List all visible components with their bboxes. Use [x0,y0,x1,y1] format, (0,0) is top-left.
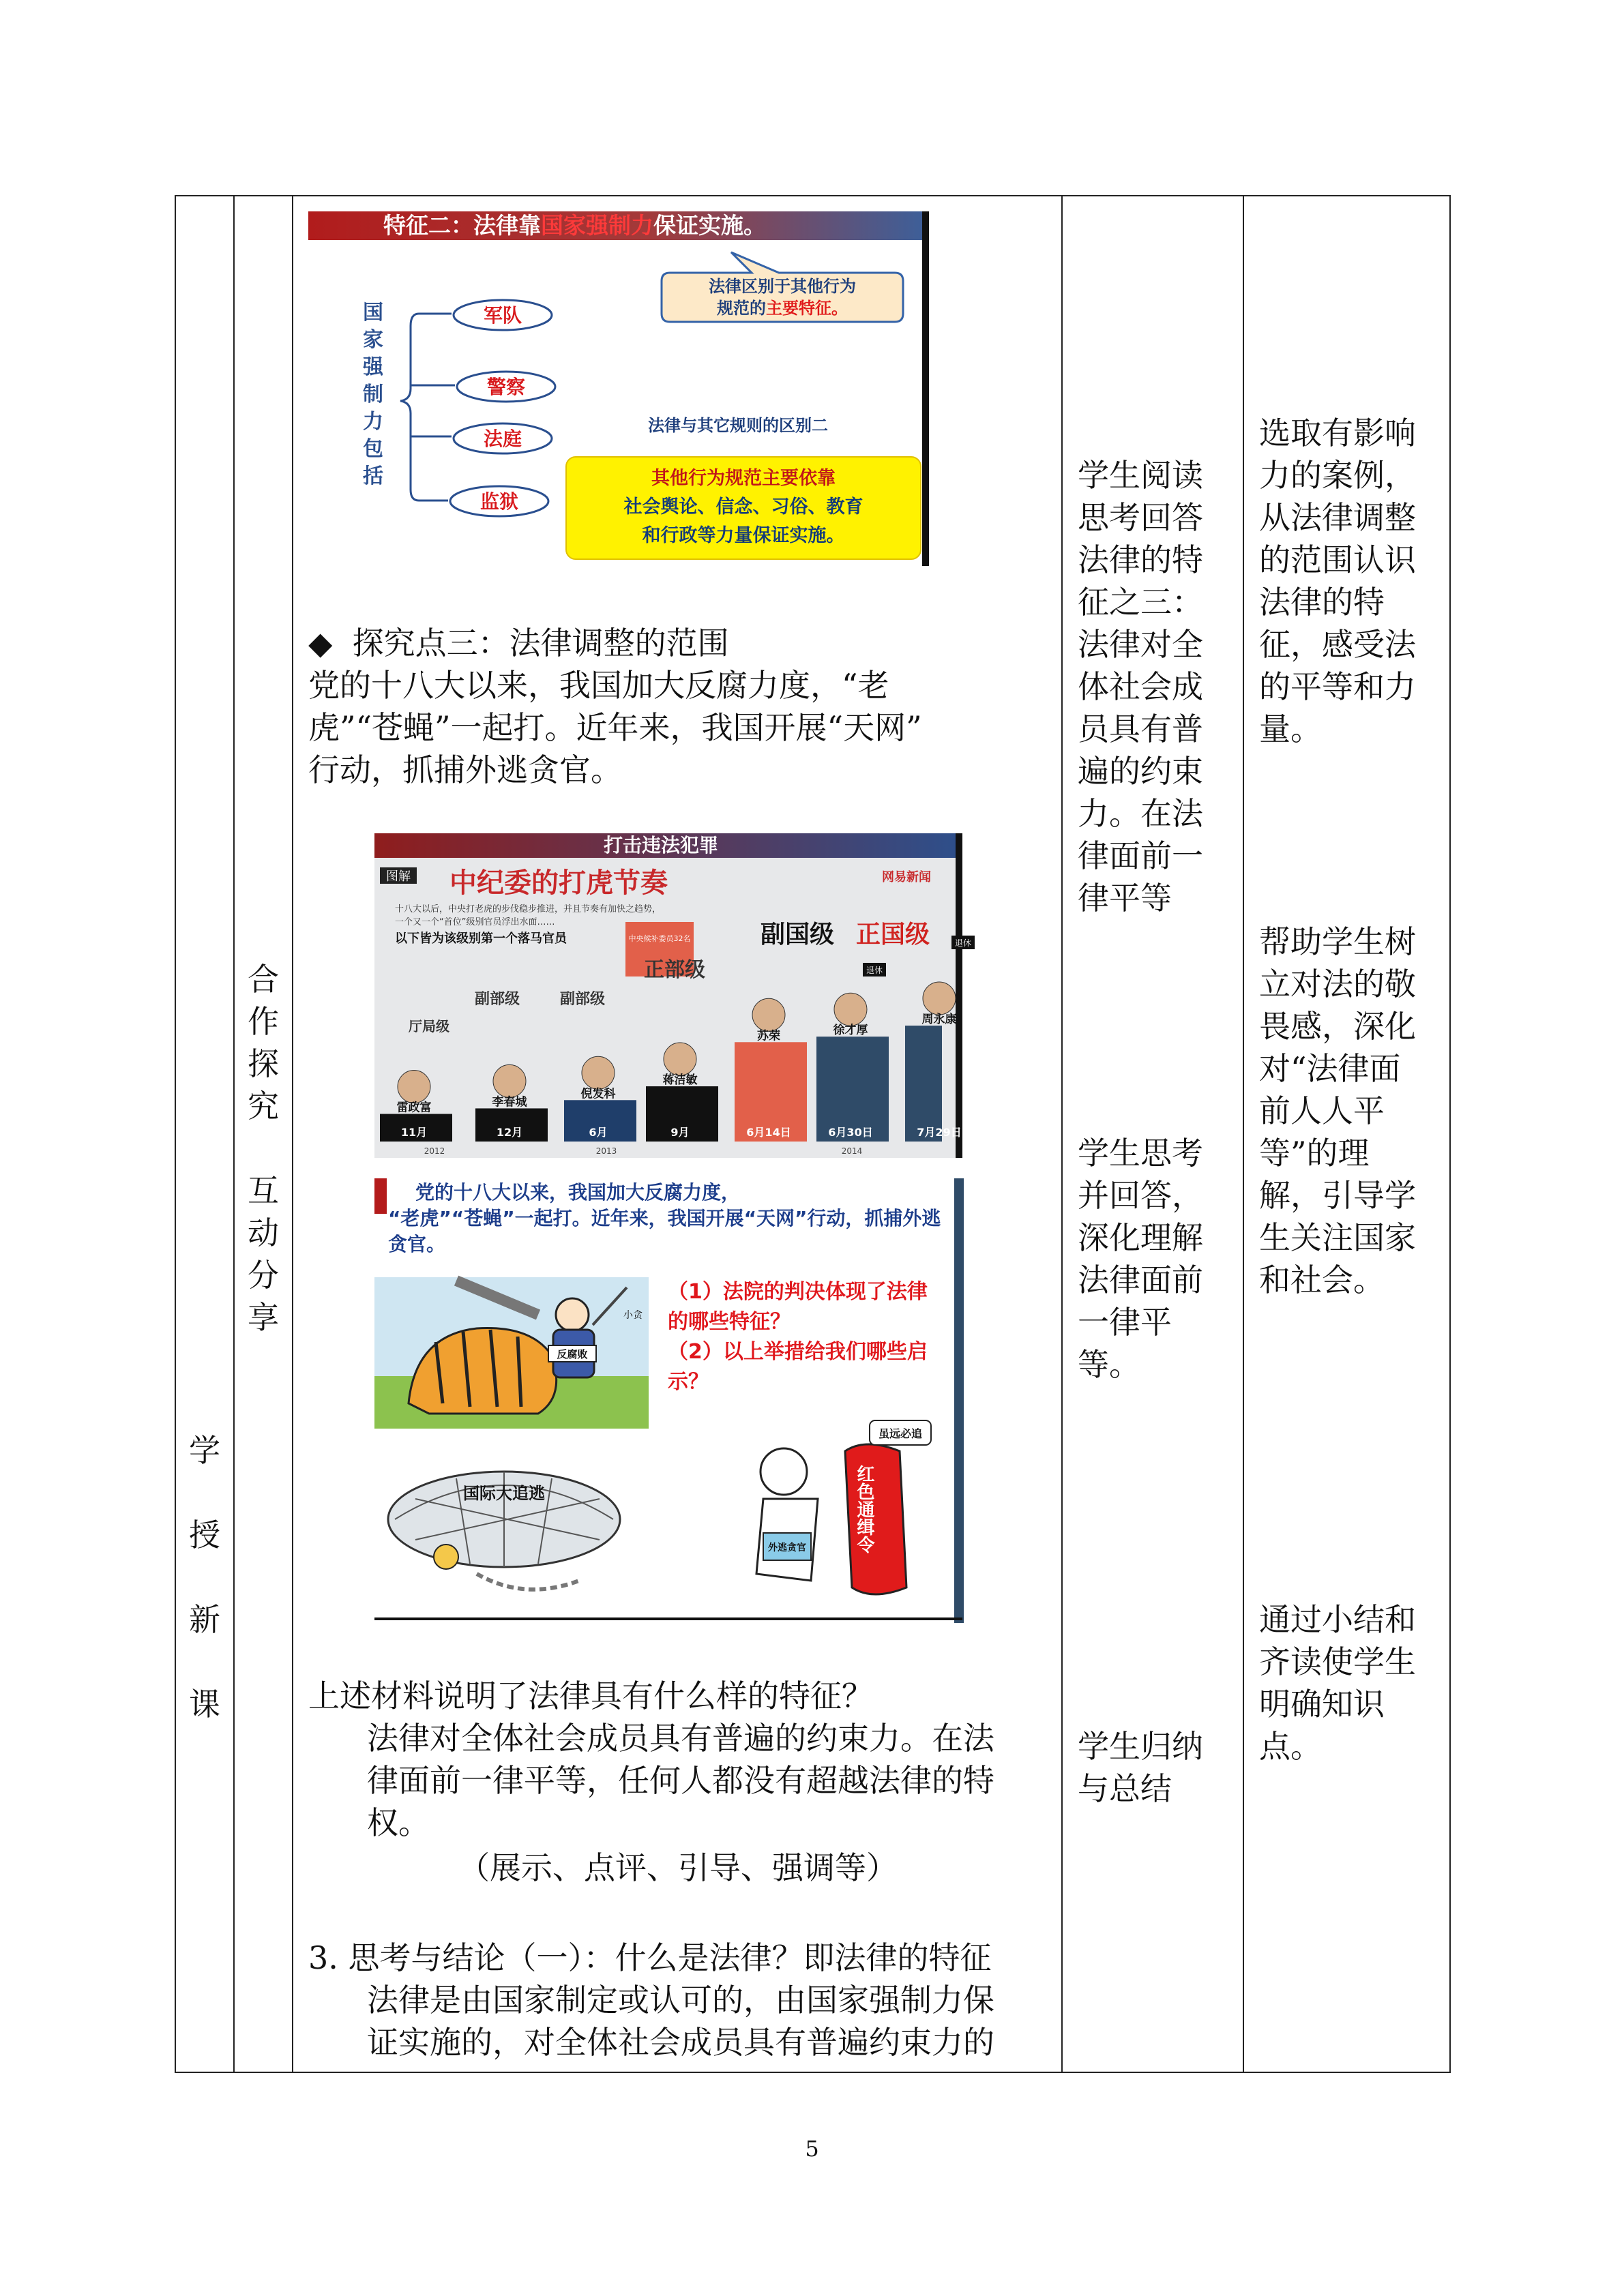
intent-block-1-line-5: 征，感受法 [1259,626,1416,663]
chart-badge: 中央候补委员32名 [628,934,691,943]
student-block-1 [1078,454,1203,919]
label-runner: 外逃贪官 [768,1542,806,1553]
answer-line3: 权。 [367,1804,430,1841]
student-block-3-line-0: 学生归纳 [1078,1728,1203,1765]
intent-block-3 [1259,1598,1416,1768]
official-avatar-1 [493,1064,526,1097]
activity-cell [234,196,293,2072]
item-prison: 监狱 [479,490,519,513]
figure-anti-corruption-chart [374,833,972,1158]
intent-block-3-line-3: 点。 [1259,1728,1322,1765]
callout-line2a: 规范的 [717,299,766,318]
callout-line2b: 主要特征。 [766,299,848,318]
figure-legal-coercion-svg [308,211,929,566]
intent-block-2-line-7: 生关注国家 [1259,1219,1416,1256]
official-avatar-3 [664,1043,696,1075]
stage-cell [175,196,234,2072]
label-warrant: 红色通缉令 [854,1465,874,1553]
intent-block-3-line-2: 明确知识 [1259,1686,1385,1723]
vlabel-5: 包 [363,437,383,461]
student-block-1-line-10: 律平等 [1078,880,1172,916]
figure-anti-corruption-chart-svg [374,833,972,1158]
vlabel-4: 力 [363,410,383,434]
retired-stamp-5: 退休 [866,966,883,975]
yellow-line3: 和行政等力量保证实施。 [642,525,845,546]
intent-block-2-line-0: 帮助学生树 [1259,923,1416,960]
caption-b: “老虎”“苍蝇”一起打。近年来，我国开展“天网”行动，抓捕外逃贪官。 [388,1207,941,1255]
student-block-1-line-8: 力。在法 [1078,795,1203,832]
official-name-6: 周永康 [921,1013,957,1026]
vlabel-3: 制 [363,383,383,406]
conclusion-body [367,1979,1056,2063]
intent-block-1-line-7: 量。 [1259,711,1322,747]
callout-line1: 法律区别于其他行为 [709,277,856,296]
summary-answer [308,1717,1056,1844]
item-police: 警察 [486,376,526,398]
yellow-line1: 其他行为规范主要依靠 [651,468,836,489]
label-sign: 虽远必追 [878,1427,923,1440]
official-avatar-4 [752,998,785,1031]
student-block-1-line-6: 员具有普 [1078,711,1203,747]
student-block-1-line-5: 体社会成 [1078,668,1203,705]
intent-block-1-line-3: 的范围认识 [1259,541,1416,578]
intent-block-1 [1259,412,1416,750]
official-avatar-2 [582,1056,615,1089]
month-label-0: 11月 [400,1126,428,1139]
intent-block-1-line-6: 的平等和力 [1259,668,1416,705]
month-label-1: 12月 [496,1126,523,1139]
official-avatar-5 [834,993,867,1026]
retired-stamp-6: 退休 [954,938,972,948]
student-block-1-line-4: 法律对全 [1078,626,1203,663]
student-block-3 [1078,1725,1203,1810]
answer-line1: 法律对全体社会成员具有普遍的约束力。在法 [367,1720,994,1757]
month-label-6: 7月29日 [917,1126,962,1139]
level-label-3: 正部级 [644,958,705,982]
student-block-2 [1078,1132,1203,1386]
label-tiger: 反腐败 [557,1348,588,1360]
month-label-3: 9月 [670,1126,690,1139]
banner-part-c: 保证实施。 [653,212,766,239]
official-name-3: 蒋洁敏 [662,1073,698,1088]
banner-part-b: 国家强制力 [541,212,653,239]
student-block-1-line-0: 学生阅读 [1078,457,1203,494]
chart-logo: 网易新闻 [882,870,931,884]
official-avatar-6 [923,982,956,1015]
chart-title: 中纪委的打虎节奏 [449,867,668,899]
content-cell [293,196,1062,2072]
student-block-2-line-2: 深化理解 [1078,1219,1203,1256]
page-number: 5 [805,2136,819,2162]
question-2: （2）以上举措给我们哪些启示？ [668,1340,928,1394]
year-label-0: 2012 [424,1146,445,1156]
chart-header: 打击违法犯罪 [603,834,719,856]
vlabel-6: 括 [363,464,383,488]
summary-question: 上述材料说明了法律具有什么样的特征？ [308,1678,873,1714]
year-label-2: 2014 [841,1146,863,1156]
official-name-2: 倪发科 [580,1087,616,1101]
question-1: （1）法院的判决体现了法律的哪些特征？ [668,1280,928,1334]
chart-bar-6 [905,1026,942,1142]
intent-block-3-line-1: 齐读使学生 [1259,1643,1416,1680]
para1-line3: 行动，抓捕外逃贪官。 [308,751,622,788]
intent-block-3-line-0: 通过小结和 [1259,1601,1416,1638]
activity-vertical-text: 合 作 探 究 互 动 分 享 [248,961,279,1336]
figure-tiger-fly-cartoon [374,1178,1044,1623]
item-court: 法庭 [483,428,522,450]
svg-text:特征二：法律靠国家强制力保证实施。 [383,212,766,239]
student-block-2-line-5: 等。 [1078,1346,1140,1383]
official-name-5: 徐才厚 [833,1024,868,1038]
bullet-diamond-icon: ◆ [308,625,333,661]
teaching-method: （展示、点评、引导、强调等） [458,1849,898,1886]
student-block-3-line-1: 与总结 [1078,1770,1172,1807]
student-block-2-line-1: 并回答， [1078,1177,1203,1214]
stage-vertical-text: 学 授 新 课 [189,1432,220,1723]
chart-intro2: 一个又一个“首位”级别官员浮出水面…… [395,917,555,927]
intent-block-1-line-1: 力的案例， [1259,457,1416,494]
chart-subtitle: 以下皆为该级别第一个落马官员 [395,931,567,946]
intent-block-2-line-4: 前人人平 [1259,1092,1385,1129]
year-label-1: 2013 [595,1146,617,1156]
banner-part-a: 特征二：法律靠 [383,212,541,239]
intent-block-1-line-2: 从法律调整 [1259,499,1416,536]
level-label-5: 正国级 [855,921,930,949]
level-label-0: 厅局级 [409,1018,449,1034]
difference-title: 法律与其它规则的区别二 [648,416,828,435]
intent-block-1-line-0: 选取有影响 [1259,415,1416,451]
label-fly: 小贪 [623,1310,643,1321]
figure-tiger-fly-svg [374,1178,1044,1623]
month-label-2: 6月 [589,1126,608,1139]
point3-heading [308,622,1052,664]
official-avatar-0 [398,1071,430,1103]
chart-tag: 图解 [386,869,411,884]
official-name-0: 雷政富 [396,1101,432,1115]
vlabel-0: 国 [363,301,383,325]
official-name-1: 李春城 [492,1095,527,1109]
answer-line2: 律面前一律平等，任何人都没有超越法律的特 [367,1762,994,1799]
intent-block-2 [1259,921,1416,1301]
intent-block-2-line-8: 和社会。 [1259,1262,1385,1298]
student-block-2-line-0: 学生思考 [1078,1135,1203,1172]
item-army: 军队 [483,304,522,327]
student-block-2-line-3: 法律面前 [1078,1262,1203,1298]
para1-line1: 党的十八大以来，我国加大反腐力度，“老 [308,667,889,704]
conclusion-line1: 法律是由国家制定或认可的，由国家强制力保 [367,1982,994,2018]
design-intent-cell [1243,196,1450,2072]
student-activity-cell [1062,196,1243,2072]
conclusion-line2: 证实施的，对全体社会成员具有普遍约束力的 [367,2024,994,2061]
official-name-4: 苏荣 [757,1029,780,1043]
yellow-line2: 社会舆论、信念、习俗、教育 [623,496,863,518]
student-block-1-line-9: 律面前一 [1078,837,1203,874]
label-net: 国际大追逃 [463,1484,545,1503]
student-block-1-line-2: 法律的特 [1078,541,1203,578]
vlabel-1: 家 [363,328,383,352]
student-block-1-line-1: 思考回答 [1078,499,1203,536]
level-label-4: 副国级 [760,921,835,949]
intent-block-2-line-1: 立对法的敬 [1259,966,1416,1002]
figure-legal-coercion [308,211,929,566]
level-label-2: 副部级 [559,991,606,1008]
intent-block-2-line-3: 对“法律面 [1259,1050,1401,1087]
intent-block-2-line-6: 解，引导学 [1259,1177,1416,1214]
student-block-1-line-3: 征之三： [1078,584,1203,621]
vlabel-2: 强 [363,355,383,379]
svg-text:规范的主要特征。 [717,299,848,318]
para1-line2: 虎”“苍蝇”一起打。近年来，我国开展“天网” [308,709,922,746]
level-label-1: 副部级 [474,991,520,1008]
conclusion-title: 3. 思考与结论（一）：什么是法律？即法律的特征 [308,1939,992,1976]
point3-title: 探究点三：法律调整的范围 [352,625,729,661]
month-label-4: 6月14日 [746,1126,791,1139]
student-block-2-line-4: 一律平 [1078,1304,1172,1341]
lesson-plan-table [175,195,1451,2073]
caption-a: 党的十八大以来，我国加大反腐力度， [415,1181,741,1204]
month-label-5: 6月30日 [828,1126,873,1139]
point3-paragraph [308,664,1059,791]
intent-block-2-line-5: 等”的理 [1259,1135,1370,1172]
intent-block-1-line-4: 法律的特 [1259,584,1385,621]
intent-block-2-line-2: 畏感，深化 [1259,1008,1416,1045]
chart-intro1: 十八大以后，中央打老虎的步伐稳步推进，并且节奏有加快之趋势， [395,904,662,914]
student-block-1-line-7: 遍的约束 [1078,753,1203,790]
